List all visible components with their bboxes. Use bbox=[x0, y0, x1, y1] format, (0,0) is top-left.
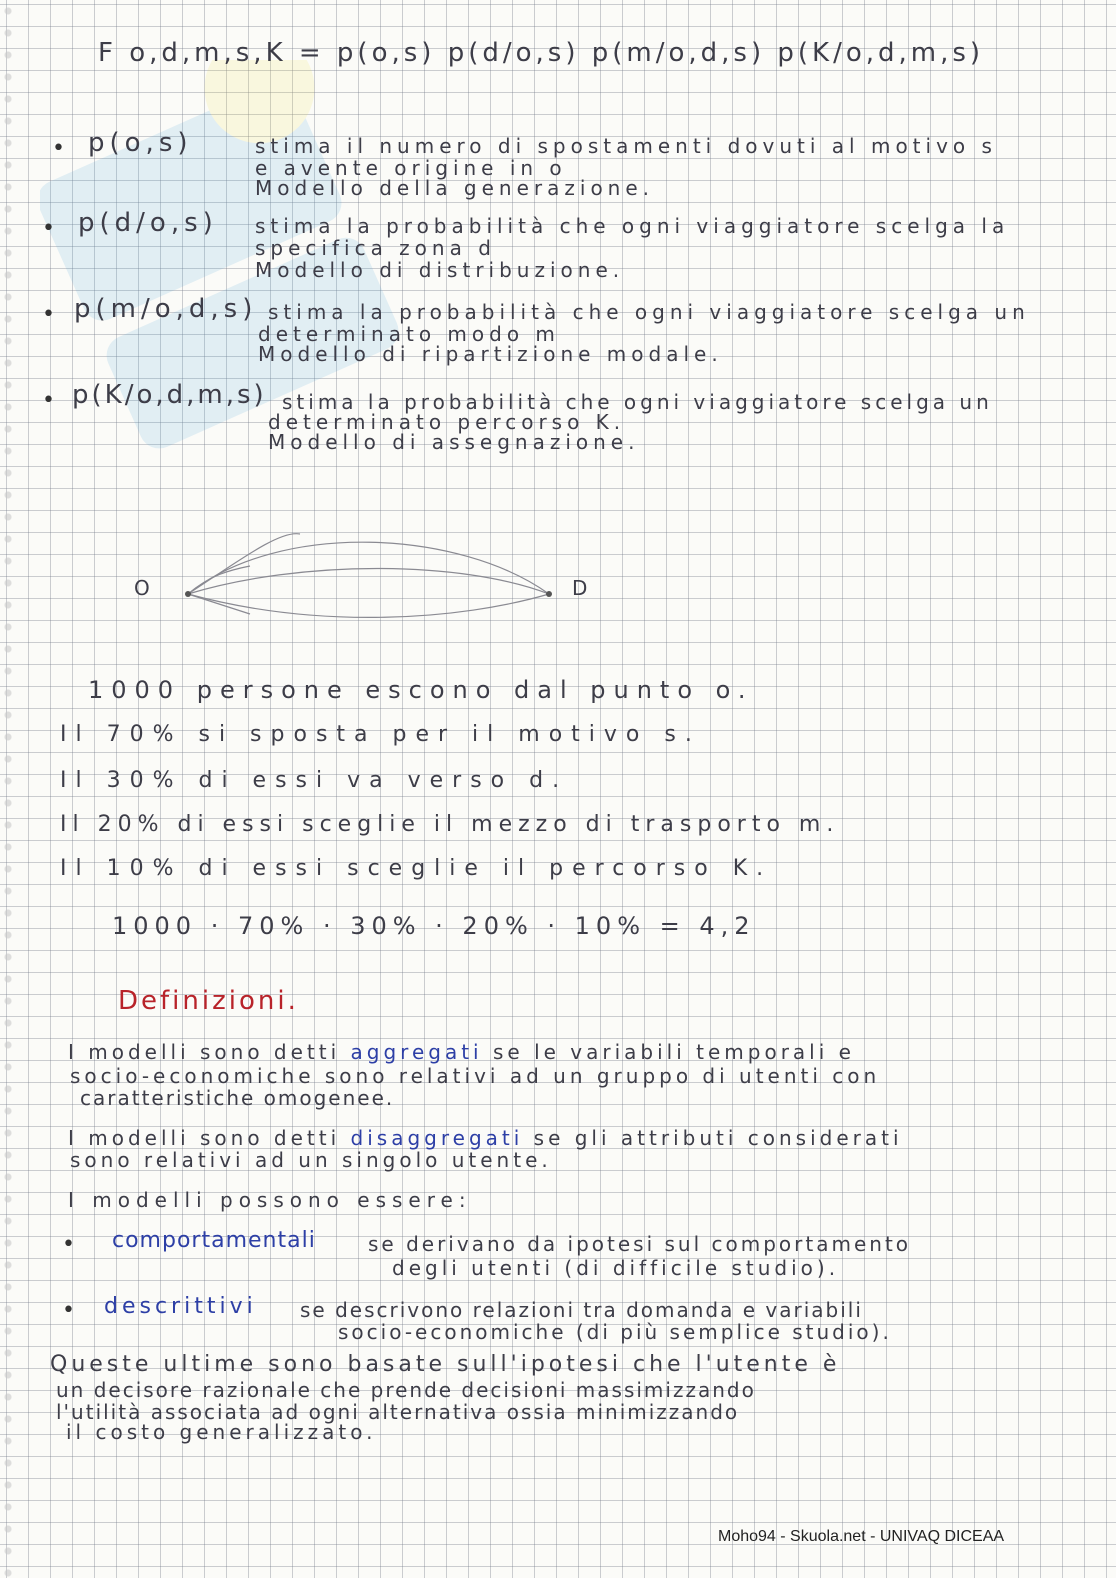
term-disaggregati: disaggregati bbox=[350, 1126, 524, 1150]
destination-node bbox=[546, 591, 552, 597]
example-line-2: Il 30% di essi va verso d. bbox=[60, 768, 569, 793]
bullet: • bbox=[42, 388, 55, 413]
bullet: • bbox=[42, 302, 55, 327]
term-desc-3c: Modello di ripartizione modale. bbox=[258, 342, 723, 366]
bullet: • bbox=[52, 136, 65, 161]
bullet: • bbox=[42, 216, 55, 241]
def-descrittivi-line-1: se descrivono relazioni tra domanda e variabili bbox=[300, 1298, 863, 1322]
conclusion-line-2: un decisore razionale che prende decisioni massimizzando bbox=[56, 1378, 756, 1402]
models-can-be: I modelli possono essere: bbox=[68, 1188, 472, 1212]
term-desc-1a: stima il numero di spostamenti dovuti al motivo s bbox=[255, 134, 997, 158]
origin-label: O bbox=[134, 576, 155, 600]
term-desc-2c: Modello di distribuzione. bbox=[255, 258, 625, 282]
bullet: • bbox=[62, 1232, 75, 1257]
def-descrittivi-line-2: socio-economiche (di più semplice studio). bbox=[338, 1320, 892, 1344]
def-aggregati-line-2: socio-economiche sono relativi ad un gruppo di utenti con bbox=[70, 1064, 881, 1088]
term-symbol-1: p(o,s) bbox=[88, 128, 193, 158]
example-line-3: Il 20% di essi sceglie il mezzo di trasporto m. bbox=[60, 812, 840, 837]
def-aggregati-line-3: caratteristiche omogenee. bbox=[80, 1086, 395, 1110]
example-line-4: Il 10% di essi sceglie il percorso K. bbox=[60, 856, 773, 881]
bullet: • bbox=[62, 1298, 75, 1323]
def-disaggregati-line-2: sono relativi ad un singolo utente. bbox=[70, 1148, 552, 1172]
term-desc-3b: determinato modo m bbox=[258, 322, 560, 346]
main-formula: F o,d,m,s,K = p(o,s) p(d/o,s) p(m/o,d,s) p(K/o,d,m,s) bbox=[98, 38, 985, 68]
term-symbol-4: p(K/o,d,m,s) bbox=[72, 380, 267, 410]
term-desc-1b: e avente origine in o bbox=[255, 156, 567, 180]
term-desc-3a: stima la probabilità che ogni viaggiatore scelga un bbox=[268, 300, 1030, 324]
term-desc-4c: Modello di assegnazione. bbox=[268, 430, 640, 454]
example-line-1: Il 70% si sposta per il motivo s. bbox=[60, 722, 701, 747]
footer-credit: Moho94 - Skuola.net - UNIVAQ DICEAA bbox=[718, 1528, 1005, 1545]
term-desc-2a: stima la probabilità che ogni viaggiatore scelga la bbox=[255, 214, 1010, 238]
definitions-title: Definizioni. bbox=[118, 986, 299, 1016]
term-aggregati: aggregati bbox=[350, 1040, 483, 1064]
route-diagram bbox=[0, 0, 1116, 700]
example-intro: 1000 persone escono dal punto o. bbox=[88, 676, 754, 704]
term-comportamentali: comportamentali bbox=[112, 1228, 316, 1253]
def-comportamentali-line-2: degli utenti (di difficile studio). bbox=[392, 1256, 840, 1280]
conclusion-line-3: l'utilità associata ad ogni alternativa ossia minimizzando bbox=[56, 1400, 740, 1424]
term-desc-4a: stima la probabilità che ogni viaggiatore scelga un bbox=[282, 390, 993, 414]
term-desc-4b: determinato percorso K. bbox=[268, 410, 626, 434]
example-calculation: 1000 · 70% · 30% · 20% · 10% = 4,2 bbox=[112, 912, 756, 940]
term-desc-2b: specifica zona d bbox=[255, 236, 496, 260]
def-aggregati-line-1: I modelli sono detti aggregati se le variabili temporali e bbox=[68, 1040, 855, 1064]
def-comportamentali-line-1: se derivano da ipotesi sul comportamento bbox=[368, 1232, 912, 1256]
conclusion-line-1: Queste ultime sono basate sull'ipotesi che l'utente è bbox=[50, 1352, 841, 1377]
origin-node bbox=[185, 591, 191, 597]
term-descrittivi: descrittivi bbox=[104, 1294, 257, 1319]
term-symbol-3: p(m/o,d,s) bbox=[74, 294, 258, 324]
term-desc-1c: Modello della generazione. bbox=[255, 176, 655, 200]
def-disaggregati-line-1: I modelli sono detti disaggregati se gli attributi considerati bbox=[68, 1126, 903, 1150]
conclusion-line-4: il costo generalizzato. bbox=[66, 1420, 377, 1444]
destination-label: D bbox=[572, 576, 593, 600]
term-symbol-2: p(d/o,s) bbox=[78, 208, 218, 238]
